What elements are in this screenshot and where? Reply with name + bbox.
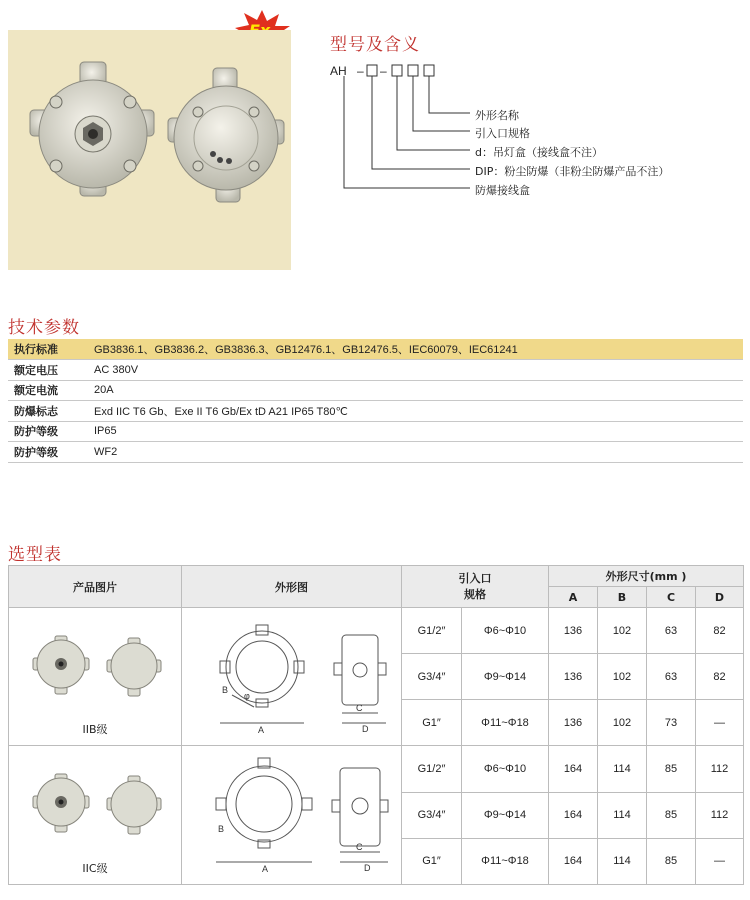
- junction-box-front-image: [30, 62, 154, 196]
- drawing-label-d: D: [363, 862, 370, 873]
- dim-a: 136: [549, 700, 598, 746]
- spec-section-title: 技术参数: [8, 318, 80, 338]
- inlet-spec: G3/4″: [402, 792, 462, 838]
- dim-c: 85: [647, 746, 696, 792]
- dim-d: 82: [696, 608, 744, 654]
- cable-range: Φ11~Φ18: [462, 700, 549, 746]
- spec-key: 额定电流: [8, 380, 88, 401]
- iic-product-photo: [21, 764, 171, 854]
- dim-a: 136: [549, 654, 598, 700]
- dim-b: 114: [598, 792, 647, 838]
- iic-outline-drawing: [192, 754, 392, 874]
- spec-key: 执行标准: [8, 339, 88, 360]
- model-code-diagram: [330, 60, 750, 200]
- legend-inlet-spec: 引入口规格: [475, 127, 530, 140]
- drawing-label-c: C: [355, 841, 362, 852]
- spec-row: [8, 360, 743, 381]
- product-photo: [8, 30, 291, 270]
- spec-row: [8, 421, 743, 442]
- header-dim-d: D: [696, 587, 744, 608]
- dim-c: 85: [647, 838, 696, 884]
- spec-value: 20A: [88, 380, 743, 401]
- inlet-spec: G1″: [402, 700, 462, 746]
- spec-key: 防爆标志: [8, 401, 88, 422]
- dim-c: 85: [647, 792, 696, 838]
- spec-value: AC 380V: [88, 360, 743, 381]
- spec-row: [8, 339, 743, 360]
- legend-dust-proof: DIP：粉尘防爆（非粉尘防爆产品不注）: [475, 165, 670, 178]
- dim-b: 102: [598, 608, 647, 654]
- table-row: [9, 746, 744, 792]
- drawing-label-a: A: [261, 863, 268, 874]
- drawing-label-a: A: [257, 725, 264, 736]
- dim-d: 82: [696, 654, 744, 700]
- dim-c: 63: [647, 654, 696, 700]
- iib-outline-drawing-cell: [182, 608, 402, 746]
- drawing-label-d: D: [361, 724, 368, 735]
- header-outline-drawing: 外形图: [182, 566, 402, 608]
- header-dim-c: C: [647, 587, 696, 608]
- header-dim-b: B: [598, 587, 647, 608]
- dim-b: 114: [598, 746, 647, 792]
- selection-section-title: 选型表: [8, 545, 62, 565]
- iic-outline-drawing-cell: [182, 746, 402, 885]
- dim-d: 112: [696, 746, 744, 792]
- drawing-label-c: C: [355, 703, 362, 714]
- dim-a: 164: [549, 746, 598, 792]
- spec-key: 防护等级: [8, 442, 88, 463]
- iib-class-label: IIB级: [82, 723, 108, 737]
- model-section-title: 型号及含义: [330, 35, 420, 55]
- header-dimensions: 外形尺寸(mm ): [549, 566, 744, 587]
- drawing-label-phi: φ: [243, 691, 250, 702]
- spec-key: 额定电压: [8, 360, 88, 381]
- inlet-spec: G1″: [402, 838, 462, 884]
- dim-d: 112: [696, 792, 744, 838]
- cable-range: Φ9~Φ14: [462, 654, 549, 700]
- iic-class-label: IIC级: [82, 862, 108, 875]
- dim-d: —: [696, 838, 744, 884]
- dim-c: 73: [647, 700, 696, 746]
- inlet-spec: G3/4″: [402, 654, 462, 700]
- legend-shape-name: 外形名称: [475, 109, 519, 122]
- cable-range: Φ6~Φ10: [462, 746, 549, 792]
- svg-text:AH: AH: [330, 64, 347, 78]
- dim-c: 63: [647, 608, 696, 654]
- dim-b: 102: [598, 654, 647, 700]
- legend-lamp-box: d：吊灯盒（接线盒不注）: [475, 146, 603, 159]
- spec-row: [8, 380, 743, 401]
- header-product-photo: 产品图片: [9, 566, 182, 608]
- dim-a: 136: [549, 608, 598, 654]
- junction-box-angled-image: [168, 68, 284, 202]
- dim-d: —: [696, 700, 744, 746]
- table-row: [9, 608, 744, 654]
- cable-range: Φ11~Φ18: [462, 838, 549, 884]
- spec-table: [8, 339, 743, 463]
- dim-b: 114: [598, 838, 647, 884]
- header-dim-a: A: [549, 587, 598, 608]
- cable-range: Φ6~Φ10: [462, 608, 549, 654]
- inlet-spec: G1/2″: [402, 608, 462, 654]
- legend-junction-box: 防爆接线盒: [475, 184, 530, 197]
- drawing-label-b: B: [221, 685, 228, 696]
- spec-value: WF2: [88, 442, 743, 463]
- svg-text:–: –: [357, 64, 364, 78]
- iib-product-photo: [21, 626, 171, 716]
- iib-outline-drawing: [192, 615, 392, 735]
- spec-key: 防护等级: [8, 421, 88, 442]
- spec-row: [8, 401, 743, 422]
- spec-value: IP65: [88, 421, 743, 442]
- cable-range: Φ9~Φ14: [462, 792, 549, 838]
- iib-product-image-cell: [9, 608, 182, 746]
- dim-b: 102: [598, 700, 647, 746]
- spec-value: Exd IIC T6 Gb、Exe II T6 Gb/Ex tD A21 IP65 T80℃: [88, 401, 743, 422]
- spec-value: GB3836.1、GB3836.2、GB3836.3、GB12476.1、GB12476.5、IEC60079、IEC61241: [88, 339, 743, 360]
- inlet-spec: G1/2″: [402, 746, 462, 792]
- drawing-label-b: B: [217, 823, 224, 834]
- dim-a: 164: [549, 838, 598, 884]
- svg-text:–: –: [380, 64, 387, 78]
- selection-table: [8, 565, 744, 885]
- iic-product-image-cell: [9, 746, 182, 885]
- header-inlet-spec: 引入口规格: [402, 566, 549, 608]
- dim-a: 164: [549, 792, 598, 838]
- spec-row: [8, 442, 743, 463]
